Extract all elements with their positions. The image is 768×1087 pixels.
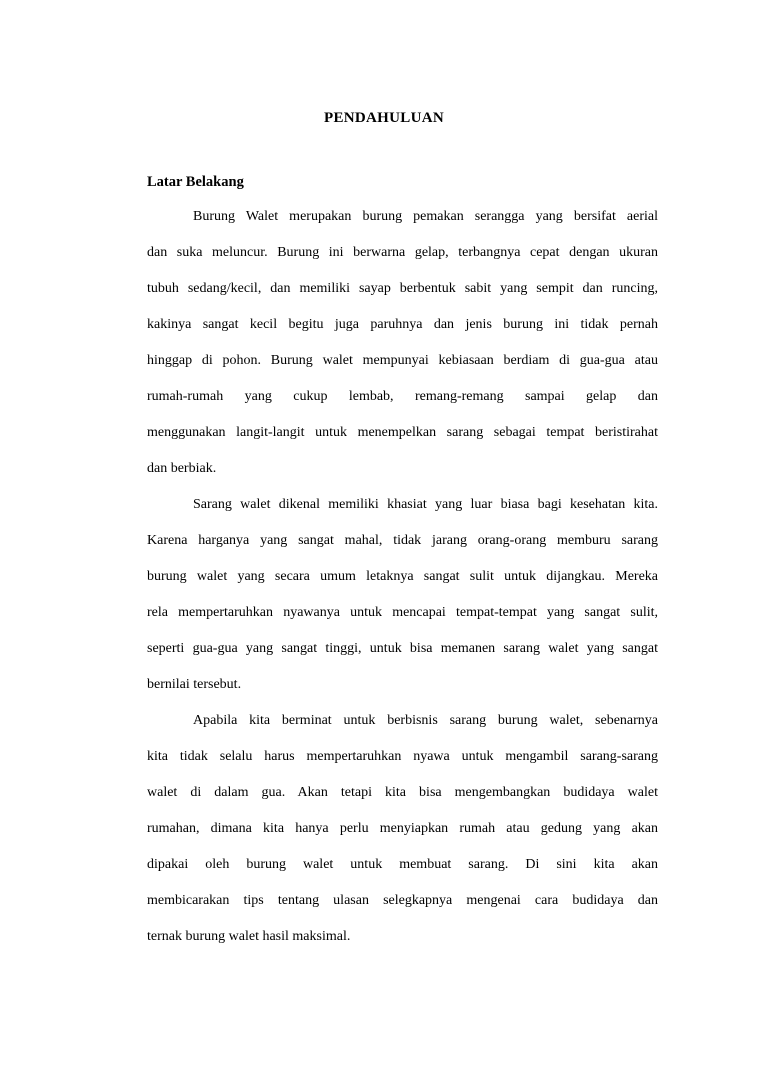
paragraph-line: hinggap di pohon. Burung walet mempunyai kebiasaan berdiam di gua-gua atau <box>147 353 658 368</box>
paragraph-line: Burung Walet merupakan burung pemakan serangga yang bersifat aerial <box>193 209 658 224</box>
paragraph-line: kakinya sangat kecil begitu juga paruhnya dan jenis burung ini tidak pernah <box>147 317 658 332</box>
paragraph-line: rumah-rumah yang cukup lembab, remang-remang sampai gelap dan <box>147 389 658 404</box>
page-title: PENDAHULUAN <box>324 110 444 126</box>
paragraph-line: walet di dalam gua. Akan tetapi kita bisa mengembangkan budidaya walet <box>147 785 658 800</box>
paragraph-line: dan suka meluncur. Burung ini berwarna gelap, terbangnya cepat dengan ukuran <box>147 245 658 260</box>
paragraph-line: seperti gua-gua yang sangat tinggi, untuk bisa memanen sarang walet yang sangat <box>147 641 658 656</box>
paragraph-line: rumahan, dimana kita hanya perlu menyiapkan rumah atau gedung yang akan <box>147 821 658 836</box>
paragraph-line: membicarakan tips tentang ulasan selegkapnya mengenai cara budidaya dan <box>147 893 658 908</box>
paragraph-line: Karena harganya yang sangat mahal, tidak jarang orang-orang memburu sarang <box>147 533 658 548</box>
paragraph-line: Sarang walet dikenal memiliki khasiat yang luar biasa bagi kesehatan kita. <box>193 497 658 512</box>
paragraph-line: Apabila kita berminat untuk berbisnis sarang burung walet, sebenarnya <box>193 713 658 728</box>
paragraph-line: dan berbiak. <box>147 461 217 476</box>
paragraph-line: dipakai oleh burung walet untuk membuat sarang. Di sini kita akan <box>147 857 658 872</box>
paragraph-line: tubuh sedang/kecil, dan memiliki sayap berbentuk sabit yang sempit dan runcing, <box>147 281 658 296</box>
paragraph-line: menggunakan langit-langit untuk menempelkan sarang sebagai tempat beristirahat <box>147 425 658 440</box>
paragraph-line: kita tidak selalu harus mempertaruhkan nyawa untuk mengambil sarang-sarang <box>147 749 658 764</box>
paragraph-line: rela mempertaruhkan nyawanya untuk mencapai tempat-tempat yang sangat sulit, <box>147 605 658 620</box>
section-heading: Latar Belakang <box>147 174 244 190</box>
paragraph-line: bernilai tersebut. <box>147 677 242 692</box>
paragraph-line: ternak burung walet hasil maksimal. <box>147 929 351 944</box>
paragraph-line: burung walet yang secara umum letaknya sangat sulit untuk dijangkau. Mereka <box>147 569 658 584</box>
